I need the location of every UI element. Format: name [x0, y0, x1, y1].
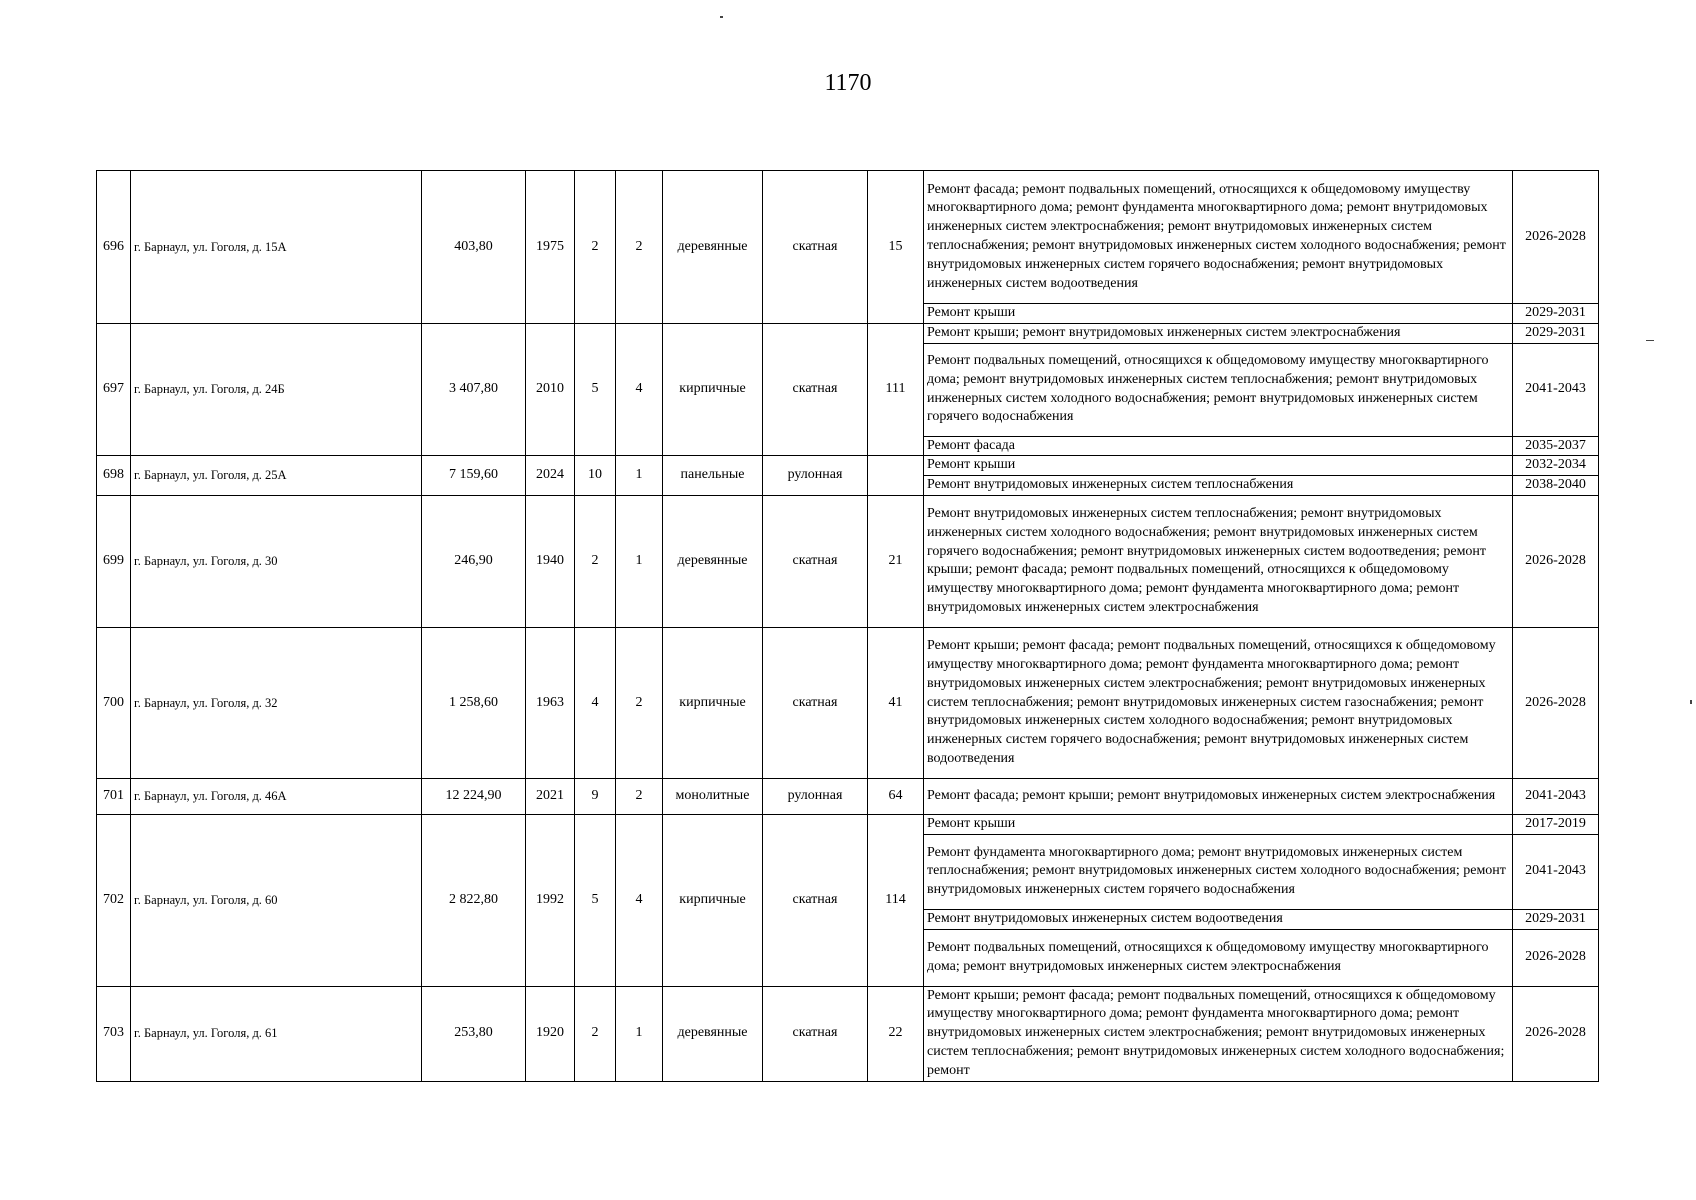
work-period: 2026-2028 — [1513, 986, 1599, 1081]
year-cell: 1975 — [526, 171, 575, 324]
address-cell — [131, 323, 422, 456]
row-number: 697 — [97, 323, 131, 456]
floors-cell: 10 — [575, 456, 616, 496]
row-number: 701 — [97, 778, 131, 814]
floors-cell: 5 — [575, 814, 616, 986]
row-number: 698 — [97, 456, 131, 496]
table-row — [97, 171, 1599, 304]
residents-cell: 15 — [868, 171, 924, 324]
entrances-cell: 1 — [616, 986, 663, 1081]
address-text: г. Барнаул, ул. Гоголя, д. 61 — [134, 1026, 278, 1041]
roof-cell: скатная — [763, 323, 868, 456]
area-cell: 2 822,80 — [422, 814, 526, 986]
work-description: Ремонт крыши; ремонт фасада; ремонт подвальных помещений, относящихся к общедомовому имуществу многоквартирного дома; ремонт фундамента многоквартирного дома; ремонт внутридомовых инженерных систем электроснабжения; ремонт внутридомовых инженерных систем теплоснабжения; ремонт внутридомовых инженерных систем холодного водоснабжения; ремонт — [924, 986, 1513, 1081]
scan-speck — [1646, 340, 1654, 341]
residents-cell: 22 — [868, 986, 924, 1081]
entrances-cell: 1 — [616, 456, 663, 496]
residents-cell — [868, 456, 924, 496]
floors-cell: 5 — [575, 323, 616, 456]
roof-cell: скатная — [763, 171, 868, 324]
entrances-cell: 1 — [616, 495, 663, 627]
work-period: 2026-2028 — [1513, 929, 1599, 986]
work-period: 2029-2031 — [1513, 909, 1599, 929]
year-cell: 1992 — [526, 814, 575, 986]
address-cell — [131, 627, 422, 778]
table-row — [97, 627, 1599, 778]
table-row — [97, 778, 1599, 814]
walls-cell: монолитные — [663, 778, 763, 814]
work-description: Ремонт крыши; ремонт внутридомовых инженерных систем электроснабжения — [924, 323, 1513, 343]
roof-cell: скатная — [763, 495, 868, 627]
work-description: Ремонт внутридомовых инженерных систем водоотведения — [924, 909, 1513, 929]
work-description: Ремонт фасада; ремонт крыши; ремонт внутридомовых инженерных систем электроснабжения — [924, 778, 1513, 814]
work-description: Ремонт фасада; ремонт подвальных помещений, относящихся к общедомовому имуществу многоквартирного дома; ремонт фундамента многоквартирного дома; ремонт внутридомовых инженерных систем электроснабжения; ремонт внутридомовых инженерных систем теплоснабжения; ремонт внутридомовых инженерных систем холодного водоснабжения; ремонт внутридомовых инженерных систем горячего водоснабжения; ремонт внутридомовых инженерных систем водоотведения — [924, 171, 1513, 304]
work-period: 2029-2031 — [1513, 304, 1599, 324]
work-period: 2026-2028 — [1513, 495, 1599, 627]
work-period: 2032-2034 — [1513, 456, 1599, 476]
area-cell: 246,90 — [422, 495, 526, 627]
work-period: 2041-2043 — [1513, 834, 1599, 909]
work-period: 2017-2019 — [1513, 814, 1599, 834]
walls-cell: деревянные — [663, 986, 763, 1081]
work-description: Ремонт фасада — [924, 436, 1513, 456]
area-cell: 3 407,80 — [422, 323, 526, 456]
address-cell — [131, 456, 422, 496]
work-description: Ремонт внутридомовых инженерных систем теплоснабжения; ремонт внутридомовых инженерных систем холодного водоснабжения; ремонт внутридомовых инженерных систем горячего водоснабжения; ремонт внутридомовых инженерных систем водоотведения; ремонт крыши; ремонт фасада; ремонт подвальных помещений, относящихся к общедомовому имуществу многоквартирного дома; ремонт фундамента многоквартирного дома; ремонт внутридомовых инженерных систем электроснабжения — [924, 495, 1513, 627]
row-number: 696 — [97, 171, 131, 324]
walls-cell: кирпичные — [663, 323, 763, 456]
walls-cell: деревянные — [663, 171, 763, 324]
address-text: г. Барнаул, ул. Гоголя, д. 25А — [134, 468, 287, 483]
year-cell: 1920 — [526, 986, 575, 1081]
table-row — [97, 814, 1599, 834]
residents-cell: 21 — [868, 495, 924, 627]
roof-cell: рулонная — [763, 456, 868, 496]
table-body — [97, 171, 1599, 1082]
residents-cell: 41 — [868, 627, 924, 778]
roof-cell: скатная — [763, 627, 868, 778]
year-cell: 2021 — [526, 778, 575, 814]
year-cell: 1940 — [526, 495, 575, 627]
table-row — [97, 323, 1599, 343]
housing-repair-table — [96, 170, 1599, 1082]
scan-speck — [720, 16, 723, 18]
address-text: г. Барнаул, ул. Гоголя, д. 24Б — [134, 382, 285, 397]
floors-cell: 9 — [575, 778, 616, 814]
address-cell — [131, 814, 422, 986]
work-description: Ремонт крыши — [924, 456, 1513, 476]
address-text: г. Барнаул, ул. Гоголя, д. 46А — [134, 789, 287, 804]
year-cell: 2024 — [526, 456, 575, 496]
table-row — [97, 456, 1599, 476]
work-period: 2026-2028 — [1513, 627, 1599, 778]
table-row — [97, 495, 1599, 627]
row-number: 703 — [97, 986, 131, 1081]
entrances-cell: 2 — [616, 627, 663, 778]
address-cell — [131, 778, 422, 814]
address-text: г. Барнаул, ул. Гоголя, д. 60 — [134, 892, 278, 907]
page-number: 1170 — [824, 70, 872, 96]
work-description: Ремонт фундамента многоквартирного дома; ремонт внутридомовых инженерных систем теплоснабжения; ремонт внутридомовых инженерных систем холодного водоснабжения; ремонт внутридомовых инженерных систем горячего водоснабжения — [924, 834, 1513, 909]
work-period: 2026-2028 — [1513, 171, 1599, 304]
table-row — [97, 986, 1599, 1081]
floors-cell: 2 — [575, 171, 616, 324]
work-description: Ремонт подвальных помещений, относящихся к общедомовому имуществу многоквартирного дома; ремонт внутридомовых инженерных систем теплоснабжения; ремонт внутридомовых инженерных систем холодного водоснабжения; ремонт внутридомовых инженерных систем горячего водоснабжения — [924, 343, 1513, 436]
residents-cell: 114 — [868, 814, 924, 986]
area-cell: 1 258,60 — [422, 627, 526, 778]
residents-cell: 64 — [868, 778, 924, 814]
roof-cell: скатная — [763, 814, 868, 986]
area-cell: 403,80 — [422, 171, 526, 324]
address-cell — [131, 171, 422, 324]
work-period: 2029-2031 — [1513, 323, 1599, 343]
address-cell — [131, 986, 422, 1081]
floors-cell: 4 — [575, 627, 616, 778]
roof-cell: скатная — [763, 986, 868, 1081]
area-cell: 253,80 — [422, 986, 526, 1081]
address-text: г. Барнаул, ул. Гоголя, д. 15А — [134, 239, 287, 254]
walls-cell: кирпичные — [663, 627, 763, 778]
walls-cell: деревянные — [663, 495, 763, 627]
walls-cell: кирпичные — [663, 814, 763, 986]
residents-cell: 111 — [868, 323, 924, 456]
area-cell: 12 224,90 — [422, 778, 526, 814]
work-description: Ремонт подвальных помещений, относящихся к общедомовому имуществу многоквартирного дома; ремонт внутридомовых инженерных систем электроснабжения — [924, 929, 1513, 986]
work-description: Ремонт внутридомовых инженерных систем теплоснабжения — [924, 476, 1513, 496]
work-period: 2041-2043 — [1513, 343, 1599, 436]
work-period: 2035-2037 — [1513, 436, 1599, 456]
work-period: 2041-2043 — [1513, 778, 1599, 814]
roof-cell: рулонная — [763, 778, 868, 814]
year-cell: 1963 — [526, 627, 575, 778]
address-cell — [131, 495, 422, 627]
work-description: Ремонт крыши; ремонт фасада; ремонт подвальных помещений, относящихся к общедомовому имуществу многоквартирного дома; ремонт фундамента многоквартирного дома; ремонт внутридомовых инженерных систем электроснабжения; ремонт внутридомовых инженерных систем теплоснабжения; ремонт внутридомовых инженерных систем газоснабжения; ремонт внутридомовых инженерных систем холодного водоснабжения; ремонт внутридомовых инженерных систем горячего водоснабжения; ремонт внутридомовых инженерных систем водоотведения — [924, 627, 1513, 778]
row-number: 699 — [97, 495, 131, 627]
area-cell: 7 159,60 — [422, 456, 526, 496]
work-description: Ремонт крыши — [924, 814, 1513, 834]
work-description: Ремонт крыши — [924, 304, 1513, 324]
address-text: г. Барнаул, ул. Гоголя, д. 32 — [134, 695, 278, 710]
entrances-cell: 4 — [616, 814, 663, 986]
floors-cell: 2 — [575, 495, 616, 627]
entrances-cell: 2 — [616, 171, 663, 324]
walls-cell: панельные — [663, 456, 763, 496]
entrances-cell: 4 — [616, 323, 663, 456]
year-cell: 2010 — [526, 323, 575, 456]
floors-cell: 2 — [575, 986, 616, 1081]
scan-speck — [1690, 700, 1692, 704]
row-number: 702 — [97, 814, 131, 986]
work-period: 2038-2040 — [1513, 476, 1599, 496]
entrances-cell: 2 — [616, 778, 663, 814]
address-text: г. Барнаул, ул. Гоголя, д. 30 — [134, 554, 278, 569]
row-number: 700 — [97, 627, 131, 778]
